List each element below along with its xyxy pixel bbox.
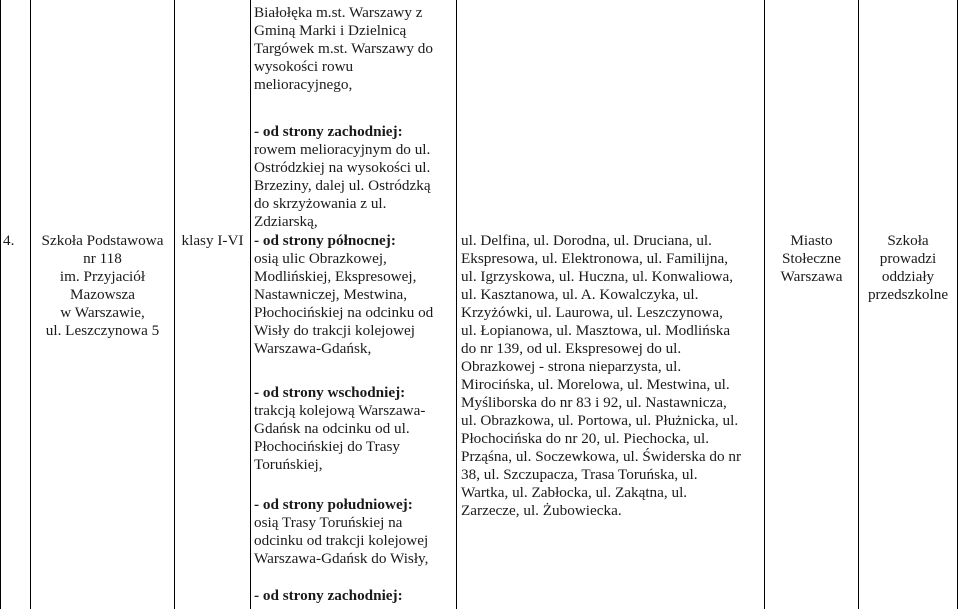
section-heading-west: - od strony zachodniej: [254, 123, 403, 140]
section-text-south: osią Trasy Toruńskiej na odcinku od trakcji kolejowej Warszawa-Gdańsk do Wisły, [254, 514, 429, 567]
grid-left-border [0, 0, 1, 609]
grid-divider-3 [250, 0, 251, 609]
grid-divider-4 [456, 0, 457, 609]
classes-range: klasy I-VI [181, 232, 244, 249]
section-text-north: osią ulic Obrazkowej, Modlińskiej, Ekspresowej, Nastawniczej, Mestwina, Płochocińskiej na odcinku od Wisły do trakcji kolejowej Warszawa-Gdańsk, [254, 250, 434, 357]
streets-list: ul. Delfina, ul. Dorodna, ul. Druciana, ul. Ekspresowa, ul. Elektronowa, ul. Familijna, ul. Igrzyskowa, ul. Huczna, ul. Konwaliowa, ul. Kasztanowa, ul. A. Kowalczyka, ul. Krzyżówki, ul. Laurowa, ul. Leszczynowa, ul. Łopianowa, ul. Masztowa, ul. Modlińska do nr 139, od ul. Ekspresowej do ul. Obrazkowej - strona nieparzysta, ul. Mirocińska, ul. Morelowa, ul. Mestwina, ul. Myśliborska do nr 83 i 92, ul. Nastawnicza, ul. Obrazkowa, ul. Portowa, ul. Płużnicka, ul. Płochocińska do nr 20, ul. Piechocka, ul. Prząśna, ul. Soczewkowa, ul. Świderska do nr 38, ul. Szczupacza, Trasa Toruńska, ul. Wartka, ul. Zabłocka, ul. Zakątna, ul. Zarzecze, ul. Żubowiecka. [461, 232, 742, 519]
row-number: 4. [3, 232, 15, 249]
boundary-section-north [254, 232, 454, 358]
grid-right-border [957, 0, 958, 609]
section-text-west: rowem melioracyjnym do ul. Ostródzkiej na wysokości ul. Brzeziny, dalej ul. Ostródzką do skrzyżowania z ul. Zdziarską, [254, 141, 431, 230]
boundary-section-west-2 [254, 587, 454, 605]
boundary-section-west [254, 123, 454, 231]
grid-divider-2 [174, 0, 175, 609]
section-heading-west-2: - od strony zachodniej: [254, 587, 403, 604]
grid-divider-5 [764, 0, 765, 609]
governing-authority: Miasto Stołeczne Warszawa [780, 232, 843, 285]
section-heading-south: - od strony południowej: [254, 496, 413, 513]
boundary-intro: Białołęka m.st. Warszawy z Gminą Marki i Dzielnicą Targówek m.st. Warszawy do wysokości rowu melioracyjnego, [254, 4, 433, 93]
preschool-note: Szkoła prowadzi oddziały przedszkolne [867, 232, 949, 303]
grid-divider-6 [858, 0, 859, 609]
section-heading-east: - od strony wschodniej: [254, 384, 406, 401]
boundary-section-south [254, 496, 454, 568]
boundary-section-east [254, 384, 454, 474]
section-text-east: trakcją kolejową Warszawa- Gdańsk na odcinku od ul. Płochocińskiej do Trasy Toruńskiej, [254, 402, 426, 473]
section-heading-north: - od strony północnej: [254, 232, 396, 249]
school-name: Szkoła Podstawowa nr 118 im. Przyjaciół Mazowsza w Warszawie, ul. Leszczynowa 5 [41, 232, 164, 339]
